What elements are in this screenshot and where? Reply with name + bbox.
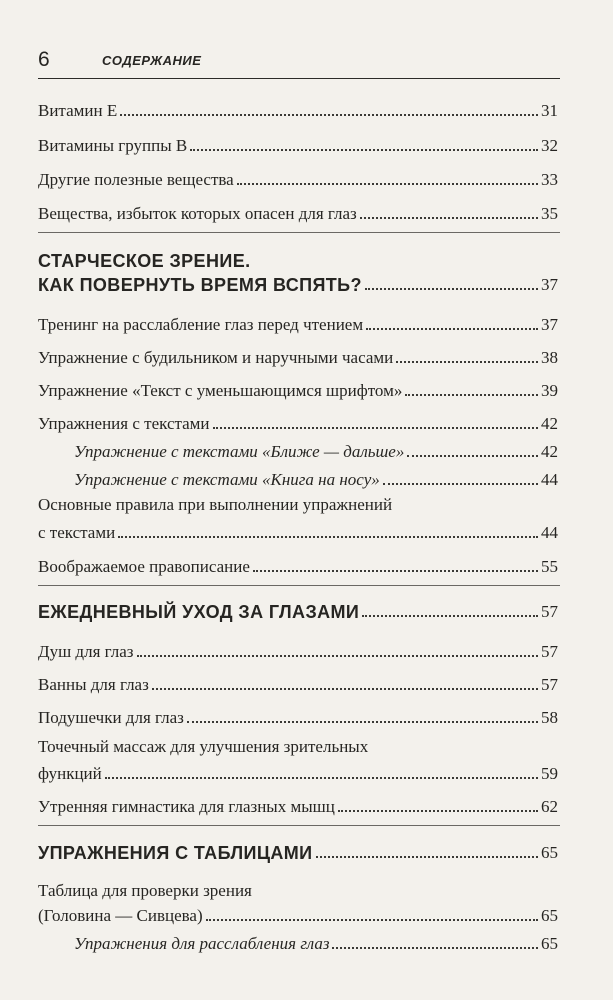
entry-page: 62 bbox=[541, 797, 558, 816]
toc-entry[interactable] bbox=[38, 131, 558, 157]
entry-title: Упражнение «Текст с уменьшающимся шрифтом» bbox=[38, 381, 403, 400]
entry-title: Упражнения с текстами bbox=[38, 414, 210, 433]
dot-leader bbox=[332, 947, 538, 949]
entry-page: 32 bbox=[541, 136, 558, 155]
entry-page: 42 bbox=[541, 442, 558, 461]
entry-title: Упражнения для расслабления глаз bbox=[74, 934, 330, 953]
dot-leader bbox=[383, 483, 538, 485]
dot-leader bbox=[213, 427, 538, 429]
entry-page: 65 bbox=[541, 906, 558, 925]
toc-entry[interactable] bbox=[38, 199, 558, 225]
running-header bbox=[38, 48, 560, 79]
entry-title: КАК ПОВЕРНУТЬ ВРЕМЯ ВСПЯТЬ? bbox=[38, 275, 362, 295]
toc-entry[interactable] bbox=[38, 670, 558, 696]
entry-title-line1: Основные правила при выполнении упражнений bbox=[38, 495, 393, 514]
entry-title: Ванны для глаз bbox=[38, 675, 149, 694]
dot-leader bbox=[362, 615, 538, 617]
entry-page: 31 bbox=[541, 101, 558, 120]
entry-title: УПРАЖНЕНИЯ С ТАБЛИЦАМИ bbox=[38, 843, 313, 863]
toc-entry[interactable] bbox=[38, 901, 558, 927]
toc-entry[interactable] bbox=[38, 703, 558, 729]
entry-page: 38 bbox=[541, 348, 558, 367]
toc-entry[interactable] bbox=[38, 165, 558, 191]
entry-title: с текстами bbox=[38, 523, 116, 542]
entry-page: 42 bbox=[541, 414, 558, 433]
entry-page: 37 bbox=[541, 275, 558, 294]
entry-page: 39 bbox=[541, 381, 558, 400]
entry-page: 33 bbox=[541, 170, 558, 189]
entry-title: ЕЖЕДНЕВНЫЙ УХОД ЗА ГЛАЗАМИ bbox=[38, 602, 360, 622]
toc-subentry[interactable] bbox=[38, 929, 558, 955]
dot-leader bbox=[405, 394, 538, 396]
entry-title: Витамин Е bbox=[38, 101, 118, 120]
dot-leader bbox=[118, 536, 538, 538]
dot-leader bbox=[316, 856, 538, 858]
dot-leader bbox=[338, 810, 538, 812]
entry-page: 65 bbox=[541, 843, 558, 862]
toc-subentry[interactable] bbox=[38, 465, 558, 491]
entry-page: 59 bbox=[541, 764, 558, 783]
page-number: 6 bbox=[38, 48, 50, 71]
toc-entry[interactable] bbox=[38, 376, 558, 402]
dot-leader bbox=[206, 919, 538, 921]
entry-page: 55 bbox=[541, 557, 558, 576]
toc-entry[interactable] bbox=[38, 637, 558, 663]
toc-entry[interactable] bbox=[38, 343, 558, 369]
dot-leader bbox=[120, 114, 538, 116]
entry-title: (Головина — Сивцева) bbox=[38, 906, 203, 925]
entry-title: Упражнение с будильником и наручными часами bbox=[38, 348, 394, 367]
entry-page: 44 bbox=[541, 523, 558, 542]
dot-leader bbox=[137, 655, 539, 657]
toc-entry[interactable] bbox=[38, 518, 558, 544]
toc-entry[interactable] bbox=[38, 96, 558, 122]
dot-leader bbox=[365, 288, 538, 290]
dot-leader bbox=[152, 688, 538, 690]
dot-leader bbox=[105, 777, 538, 779]
dot-leader bbox=[360, 217, 538, 219]
entry-page: 57 bbox=[541, 642, 558, 661]
entry-title: Витамины группы В bbox=[38, 136, 188, 155]
entry-title: Вещества, избыток которых опасен для глаз bbox=[38, 204, 357, 223]
entry-title-line1: Таблица для проверки зрения bbox=[38, 881, 252, 900]
entry-page: 57 bbox=[541, 602, 558, 621]
entry-page: 57 bbox=[541, 675, 558, 694]
entry-title-line1: Точечный массаж для улучшения зрительных bbox=[38, 737, 369, 756]
toc-chapter-entry[interactable] bbox=[38, 838, 558, 864]
entry-title: Душ для глаз bbox=[38, 642, 134, 661]
dot-leader bbox=[253, 570, 538, 572]
entry-page: 65 bbox=[541, 934, 558, 953]
toc-entry[interactable] bbox=[38, 552, 558, 578]
toc-entry[interactable] bbox=[38, 409, 558, 435]
toc-entry[interactable] bbox=[38, 310, 558, 336]
dot-leader bbox=[366, 328, 538, 330]
entry-title: Тренинг на расслабление глаз перед чтением bbox=[38, 315, 364, 334]
entry-page: 35 bbox=[541, 204, 558, 223]
entry-title: Другие полезные вещества bbox=[38, 170, 234, 189]
entry-page: 44 bbox=[541, 470, 558, 489]
chapter-heading-line1: СТАРЧЕСКОЕ ЗРЕНИЕ. bbox=[38, 251, 251, 271]
dot-leader bbox=[396, 361, 538, 363]
dot-leader bbox=[190, 149, 538, 151]
dot-leader bbox=[407, 455, 538, 457]
entry-title: Упражнение с текстами «Книга на носу» bbox=[74, 470, 380, 489]
entry-page: 58 bbox=[541, 708, 558, 727]
entry-title: Подушечки для глаз bbox=[38, 708, 184, 727]
toc-chapter-entry[interactable] bbox=[38, 270, 558, 296]
section-title: СОДЕРЖАНИЕ bbox=[102, 53, 202, 68]
section-divider bbox=[38, 585, 560, 586]
toc-subentry[interactable] bbox=[38, 437, 558, 463]
entry-title: Воображаемое правописание bbox=[38, 557, 250, 576]
section-divider bbox=[38, 232, 560, 233]
section-divider bbox=[38, 825, 560, 826]
toc-entry[interactable] bbox=[38, 759, 558, 785]
toc-entry[interactable] bbox=[38, 792, 558, 818]
toc-chapter-entry[interactable] bbox=[38, 597, 558, 623]
entry-title: функций bbox=[38, 764, 102, 783]
dot-leader bbox=[187, 721, 538, 723]
entry-title: Упражнение с текстами «Ближе — дальше» bbox=[74, 442, 405, 461]
dot-leader bbox=[237, 183, 538, 185]
entry-page: 37 bbox=[541, 315, 558, 334]
entry-title: Утренняя гимнастика для глазных мышц bbox=[38, 797, 335, 816]
